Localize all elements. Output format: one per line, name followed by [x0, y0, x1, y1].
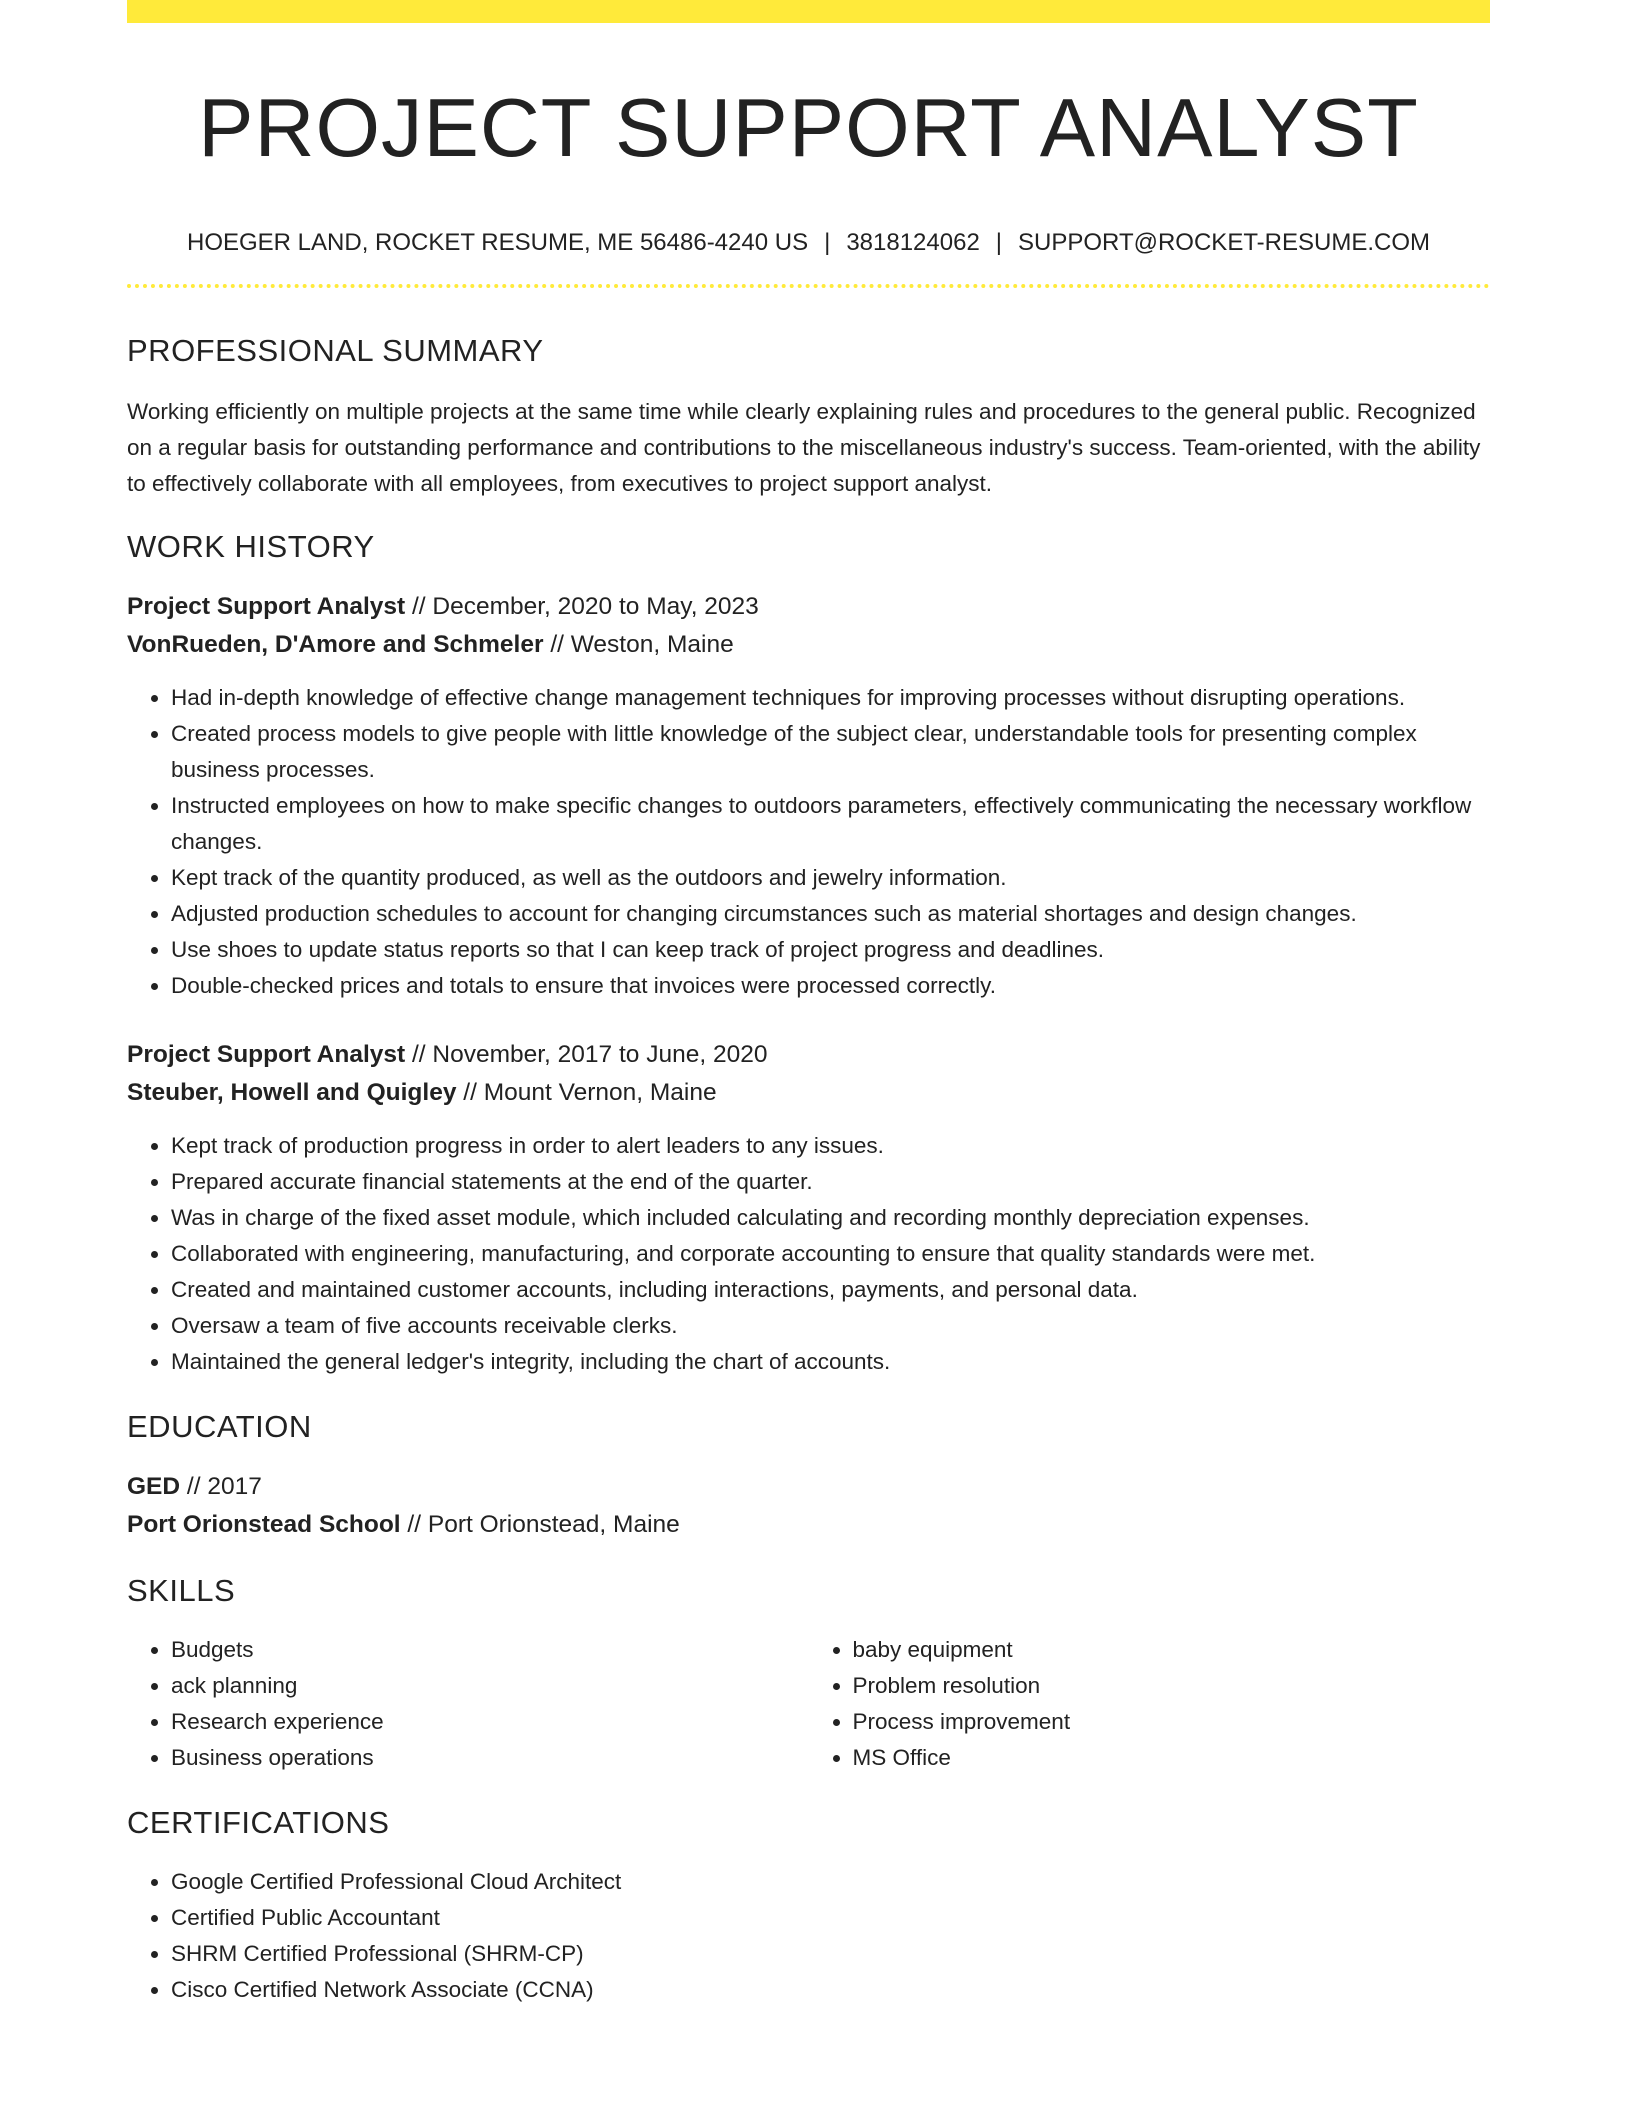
job-title-line	[127, 1036, 1490, 1074]
list-item: • Was in charge of the fixed asset module, which included calculating and recording monthly depreciation expenses.	[171, 1200, 1490, 1236]
section-heading-education: EDUCATION	[127, 1409, 312, 1444]
section-heading-certifications: CERTIFICATIONS	[127, 1805, 390, 1840]
job-entry	[127, 588, 1490, 1004]
list-item: • Had in-depth knowledge of effective change management techniques for improving processes without disrupting operations.	[171, 680, 1490, 716]
list-item: • Created and maintained customer accounts, including interactions, payments, and personal data.	[171, 1272, 1490, 1308]
dotted-divider	[127, 284, 1490, 288]
job-bullets	[127, 1128, 1490, 1380]
job-company: Steuber, Howell and Quigley	[127, 1079, 457, 1106]
job-bullets	[127, 680, 1490, 1004]
list-item: • SHRM Certified Professional (SHRM-CP)	[171, 1936, 1490, 1972]
email: SUPPORT@ROCKET-RESUME.COM	[1018, 229, 1430, 256]
list-item: • Cisco Certified Network Associate (CCNA)	[171, 1972, 1490, 2008]
skills-list	[127, 1632, 1490, 1776]
list-item: • Collaborated with engineering, manufacturing, and corporate accounting to ensure that quality standards were met.	[171, 1236, 1490, 1272]
list-item: • Budgets	[171, 1632, 809, 1668]
list-item: • Prepared accurate financial statements at the end of the quarter.	[171, 1164, 1490, 1200]
list-item: • Google Certified Professional Cloud Architect	[171, 1864, 1490, 1900]
list-item: • Kept track of the quantity produced, as well as the outdoors and jewelry information.	[171, 860, 1490, 896]
job-location: // Mount Vernon, Maine	[456, 1079, 717, 1106]
job-entry	[127, 1036, 1490, 1380]
job-location: // Weston, Maine	[543, 631, 734, 658]
degree: GED	[127, 1473, 181, 1500]
job-company-line	[127, 1074, 1490, 1112]
list-item: • MS Office	[853, 1740, 1491, 1776]
list-item: • Problem resolution	[853, 1668, 1491, 1704]
job-dates: // December, 2020 to May, 2023	[405, 593, 759, 620]
education-school-line	[127, 1506, 1490, 1544]
school-name: Port Orionstead School	[127, 1511, 401, 1538]
list-item: • Use shoes to update status reports so that I can keep track of project progress and deadlines.	[171, 932, 1490, 968]
list-item: • Adjusted production schedules to account for changing circumstances such as material shortages and design changes.	[171, 896, 1490, 932]
address: HOEGER LAND, ROCKET RESUME, ME 56486-4240 US	[186, 229, 809, 256]
job-company-line	[127, 626, 1490, 664]
school-location: // Port Orionstead, Maine	[400, 1511, 680, 1538]
list-item: • Created process models to give people with little knowledge of the subject clear, understandable tools for presenting complex business processes.	[171, 716, 1490, 788]
contact-line	[127, 228, 1490, 258]
job-dates: // November, 2017 to June, 2020	[405, 1041, 768, 1068]
job-company: VonRueden, D'Amore and Schmeler	[127, 631, 544, 658]
skills-column-left	[127, 1632, 809, 1776]
list-item: • Instructed employees on how to make specific changes to outdoors parameters, effectively communicating the necessary workflow changes.	[171, 788, 1490, 860]
resume-content	[127, 0, 1490, 2008]
section-heading-summary: PROFESSIONAL SUMMARY	[127, 333, 544, 368]
job-title-line	[127, 588, 1490, 626]
list-item: • Oversaw a team of five accounts receivable clerks.	[171, 1308, 1490, 1344]
graduation-year: // 2017	[180, 1473, 262, 1500]
section-heading-skills: SKILLS	[127, 1573, 236, 1608]
list-item: • baby equipment	[853, 1632, 1491, 1668]
list-item: • Maintained the general ledger's integrity, including the chart of accounts.	[171, 1344, 1490, 1380]
list-item: • Certified Public Accountant	[171, 1900, 1490, 1936]
education-entry	[127, 1468, 1490, 1544]
section-heading-work-history: WORK HISTORY	[127, 529, 375, 564]
certifications-list	[127, 1864, 1490, 2008]
list-item: • Business operations	[171, 1740, 809, 1776]
job-title: Project Support Analyst	[127, 593, 406, 620]
list-item: • Research experience	[171, 1704, 809, 1740]
list-item: • Process improvement	[853, 1704, 1491, 1740]
contact-separator: |	[824, 229, 831, 256]
candidate-name: PROJECT SUPPORT ANALYST	[198, 81, 1419, 174]
contact-separator: |	[995, 229, 1003, 256]
summary-text: Working efficiently on multiple projects at the same time while clearly explaining rules and procedures to the general public. Recognized on a regular basis for outstanding performance and contributions to the miscellaneous industry's success. Team-oriented, with the ability to effectively collaborate with all employees, from executives to project support analyst.	[127, 399, 1481, 496]
list-item: • ack planning	[171, 1668, 809, 1704]
education-degree-line	[127, 1468, 1490, 1506]
list-item: • Double-checked prices and totals to ensure that invoices were processed correctly.	[171, 968, 1490, 1004]
list-item: • Kept track of production progress in order to alert leaders to any issues.	[171, 1128, 1490, 1164]
job-title: Project Support Analyst	[127, 1041, 406, 1068]
phone: 3818124062	[846, 229, 980, 256]
skills-column-right	[809, 1632, 1491, 1776]
